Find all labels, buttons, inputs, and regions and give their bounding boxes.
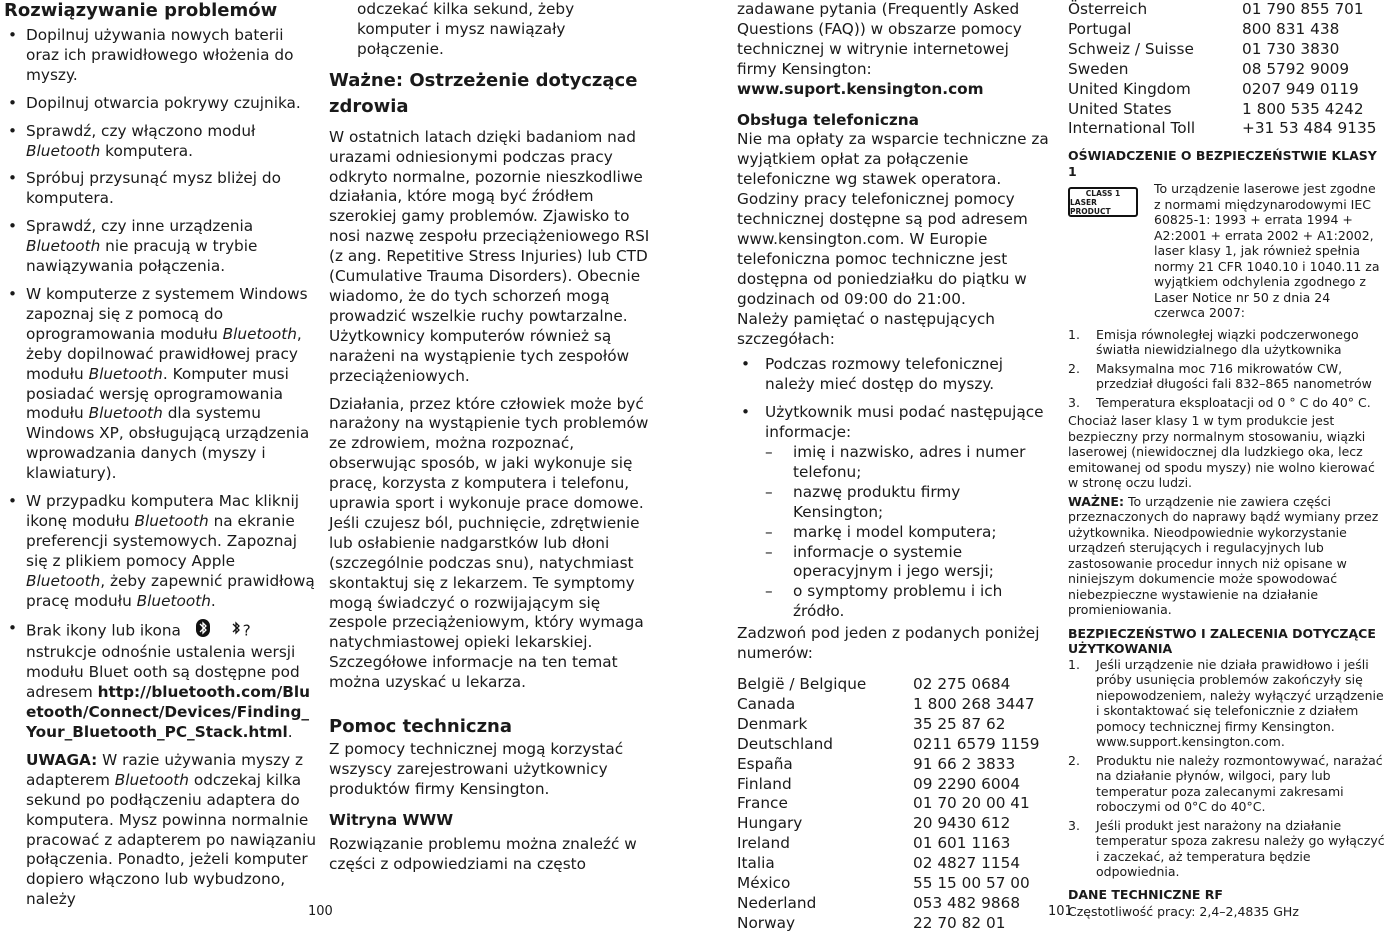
list-item: • Sprawdź, czy inne urządzenia Bluetooth nie pracują w trybie nawiązywania połączenia. <box>4 217 318 277</box>
contact-column <box>737 0 1053 934</box>
table-row: United States 1 800 535 4242 <box>1068 99 1364 118</box>
bluetooth-help-link[interactable]: http://bluetooth.com/Bluetooth/Connect/Devices/Finding_Your_Bluetooth_PC_Stack.html <box>26 683 311 741</box>
safety-list <box>1068 657 1385 880</box>
troubleshooting-list <box>4 26 318 910</box>
call-intro: Zadzwoń pod jeden z podanych poniżej numerów: <box>737 624 1040 663</box>
table-row: France 01 70 20 00 41 <box>737 794 1030 813</box>
laser-block <box>1068 181 1385 321</box>
table-row: Norway 22 70 82 01 <box>737 913 1006 932</box>
phone-bullet-list <box>737 355 1053 443</box>
list-item: 1. Jeśli urządzenie nie działa prawidłowo i jeśli próby usunięcia problemów zakończyły się niepowodzeniem, należy wyłączyć urządzenie i skontaktować się telefonicznie z działem pomocy technicznej firmy Kensington. www.support.kensington.com. <box>1068 656 1384 750</box>
list-item: – nazwę produktu firmy Kensington; <box>737 483 1053 523</box>
health-column <box>329 0 651 875</box>
phone-dash-list <box>737 443 1053 622</box>
troubleshooting-column <box>4 0 318 918</box>
laser-list <box>1068 327 1385 411</box>
list-item: • Sprawdź, czy włączono moduł Bluetooth komputera. <box>4 122 318 162</box>
list-item: – o symptomy problemu i ich źródło. <box>737 582 1053 622</box>
table-row: België / Belgique 02 275 0684 <box>737 675 1011 693</box>
list-item: 1. Emisja równoległej wiązki podczerwonego światła niewidzialnego dla użytkownika <box>1068 326 1359 358</box>
phone-heading: Obsługa telefoniczna <box>737 110 920 129</box>
laser-class-label: CLASS 1 LASER PRODUCT <box>1068 187 1138 217</box>
list-item: • Brak ikony lub ikona ? nstrukcje odnośnie ustalenia wersji modułu Bluet ooth są dostępne pod adresem http://bluetooth.com/Bluetooth/Connect/Devices/Finding_Your_Bluetooth_PC_Stack.html. UWAGA: W razie używania myszy z adapterem Bluetooth odczekaj kilka sekund po podłączeniu adaptera do komputera. Mysz powinna normalnie pracować z adapterem po nawiązaniu połączenia. Ponadto, jeżeli komputer dopiero włączono lub wybudzono, należy <box>4 619 318 910</box>
phone-table-b <box>1068 0 1385 139</box>
www-paragraph: Rozwiązanie problemu można znaleźć w części z odpowiedziami na często <box>329 834 637 873</box>
health-paragraph-1: W ostatnich latach dzięki badaniom nad urazami odniesionymi podczas pracy odkryto normalne, pozornie nieszkodliwe działania, które mogą być źródłem szerokiej gamy problemów. Zjawisko to nosi nazwę zespołu przeciążeniowego RSI (z ang. Repetitive Stress Injuries) lub CTD (Cumulative Trauma Disorders). Obecnie wiadomo, że do tych schorzeń mogą prowadzić wszelkie ruchy powtarzalne. Użytkownicy komputerów również są narażeni na wystąpienie tych zespołów przeciążeniowych. <box>329 127 650 385</box>
support-heading: Pomoc techniczna <box>329 716 513 738</box>
table-row: International Toll +31 53 484 9135 <box>1068 119 1377 138</box>
troubleshooting-heading: Rozwiązywanie problemów <box>4 0 278 21</box>
regulatory-column <box>1068 0 1385 920</box>
table-row: Denmark 35 25 87 62 <box>737 714 1006 733</box>
list-item: • W komputerze z systemem Windows zapoznaj się z pomocą do oprogramowania modułu Bluetooth, żeby dopilnować prawidłowej pracy modułu Bluetooth. Komputer musi posiadać wersję oprogramowania modułu Bluetooth dla systemu Windows XP, obsługującą urządzenia wprowadzania danych (myszy i klawiatury). <box>4 285 318 484</box>
table-row: España 91 66 2 3833 <box>737 754 1016 773</box>
list-item: • Użytkownik musi podać następujące informacje: <box>737 403 1053 443</box>
table-row: México 55 15 00 57 00 <box>737 874 1030 893</box>
laser-heading: OŚWIADCZENIE O BEZPIECZEŃSTWIE KLASY 1 <box>1068 148 1377 179</box>
table-row: Italia 02 4827 1154 <box>737 854 1021 873</box>
rf-text: Częstotliwość pracy: 2,4–2,4835 GHz <box>1068 904 1299 920</box>
list-item: • Dopilnuj używania nowych baterii oraz ich prawidłowego włożenia do myszy. <box>4 26 318 86</box>
list-item: • Podczas rozmowy telefonicznej należy mieć dostęp do myszy. <box>737 355 1053 395</box>
www-heading: Witryna WWW <box>329 810 454 829</box>
table-row: Ireland 01 601 1163 <box>737 834 1011 853</box>
list-item: – markę i model komputera; <box>737 523 1053 543</box>
phone-table-a <box>737 675 1053 934</box>
support-paragraph: Z pomocy technicznej mogą korzystać wszyscy zarejestrowani użytkownicy produktów firmy Kensington. <box>329 740 624 798</box>
rf-heading: DANE TECHNICZNE RF <box>1068 886 1223 902</box>
list-item: 3. Temperatura eksploatacji od 0 ° C do 40° C. <box>1068 394 1371 410</box>
bluetooth-icon <box>196 619 210 643</box>
warning-paragraph: WAŻNE: To urządzenie nie zawiera części przeznaczonych do naprawy bądź wymiany przez użytkownika. Nieodpowiednie wykorzystanie urządzeń sterujących i regulacyjnych lub zastosowanie procedur innych niż opisane w niniejszym dokumencie może spowodować niebezpieczne wystawienie na działanie promieniowania. <box>1068 493 1379 618</box>
table-row: Nederland 053 482 9868 <box>737 893 1021 912</box>
table-row: Portugal 800 831 438 <box>1068 19 1340 38</box>
list-item: 2. Maksymalna moc 716 mikrowatów CW, przedział długości fali 832–865 nanometrów <box>1068 360 1372 392</box>
table-row: Sweden 08 5792 9009 <box>1068 59 1350 78</box>
list-item: – informacje o systemie operacyjnym i jego wersji; <box>737 543 1053 583</box>
note-continuation: odczekać kilka sekund, żeby komputer i mysz nawiązały połączenie. <box>357 0 575 58</box>
support-url-link[interactable]: www.suport.kensington.com <box>737 79 984 98</box>
table-row: Deutschland 0211 6579 1159 <box>737 734 1040 753</box>
table-row: Hungary 20 9430 612 <box>737 814 1011 833</box>
phone-paragraph-2: Należy pamiętać o następujących szczegółach: <box>737 309 995 348</box>
bluetooth-outline-icon <box>231 619 241 643</box>
page-number-left: 100 <box>308 904 333 919</box>
www-continuation: zadawane pytania (Frequently Asked Questions (FAQ)) w obszarze pomocy technicznej w witrynie internetowej firmy Kensington: www.suport.kensington.com <box>737 0 1022 98</box>
table-row: Österreich 01 790 855 701 <box>1068 0 1364 18</box>
page-number-right: 101 <box>1048 904 1073 919</box>
table-row: Schweiz / Suisse 01 730 3830 <box>1068 39 1340 58</box>
phone-paragraph: Nie ma opłaty za wsparcie techniczne za wyjątkiem opłat za połączenie telefoniczne wg stawek operatora. Godziny pracy telefonicznej pomocy technicznej dostępne są pod adresem www.kensington.com. W Europie telefoniczna pomoc techniczne jest dostępna od poniedziałku do piątku w godzinach od 09:00 do 21:00. <box>737 130 1049 308</box>
list-item: – imię i nazwisko, adres i numer telefonu; <box>737 443 1053 483</box>
table-row: United Kingdom 0207 949 0119 <box>1068 79 1359 98</box>
health-heading: Ważne: Ostrzeżenie dotyczące zdrowia <box>329 69 638 117</box>
laser-text: To urządzenie laserowe jest zgodne z normami międzynarodowymi IEC 60825-1: 1993 + errata 1994 + A2:2001 + errata 2002 + A1:2002, laser klasy 1, jak również spełnia normy 21 CFR 1040.10 i 1040.11 za wyjątkiem odchylenia zgodnego z Laser Notice nr 50 z dnia 24 czerwca 2007: <box>1154 181 1380 321</box>
health-paragraph-2: Działania, przez które człowiek może być narażony na wystąpienie tych problemów ze zdrowiem, można rozpoznać, obserwując sposób, w jaki wykonuje się pracę, korzysta z komputera i telefonu, uprawia sport i wykonuje prace domowe. Jeśli czujesz ból, puchnięcie, zdrętwienie lub osłabienie nadgarstków lub dłoni (szczególnie podczas snu), natychmiast skontaktuj się z lekarzem. Te symptomy mogą świadczyć o rozwijającym się zespole przeciążeniowym, który wymaga natychmiastowej opieki lekarskiej. Szczegółowe informacje na ten temat można uzyskać u lekarza. <box>329 394 649 692</box>
note-paragraph: UWAGA: W razie używania myszy z adapterem Bluetooth odczekaj kilka sekund po podłączeniu adaptera do komputera. Mysz powinna normalnie pracować z adapterem po nawiązaniu połączenia. Ponadto, jeżeli komputer dopiero włączono lub wybudzono, należy <box>26 750 317 909</box>
table-row: Canada 1 800 268 3447 <box>737 694 1035 713</box>
laser-paragraph: Chociaż laser klasy 1 w tym produkcie jest bezpieczny przy normalnym stosowaniu, wiązki laserowej (niewidocznej dla ludzkiego oka, lecz emitowanej od spodu myszy) nie wolno kierować w stronę oczu ludzi. <box>1068 413 1375 491</box>
list-item: 2. Produktu nie należy rozmontowywać, narażać na działanie płynów, wilgoci, pary lub temperatur poza zalecanymi zakresami roboczymi od 0°C do 40°C. <box>1068 752 1383 815</box>
safety-heading: BEZPIECZEŃSTWO I ZALECENIA DOTYCZĄCE UŻYTKOWANIA <box>1068 625 1376 657</box>
list-item: • Spróbuj przysunąć mysz bliżej do komputera. <box>4 169 318 209</box>
list-item: • Dopilnuj otwarcia pokrywy czujnika. <box>4 94 318 114</box>
list-item: 3. Jeśli produkt jest narażony na działanie temperatur spoza zakresu należy go wyłączyć i zaczekać, aż temperatura będzie odpowiednia. <box>1068 817 1385 880</box>
table-row: Finland 09 2290 6004 <box>737 774 1021 793</box>
list-item: • W przypadku komputera Mac kliknij ikonę modułu Bluetooth na ekranie preferencji systemowych. Zapoznaj się z plikiem pomocy Apple Bluetooth, żeby zapewnić prawidłową pracę modułu Bluetooth. <box>4 492 318 611</box>
